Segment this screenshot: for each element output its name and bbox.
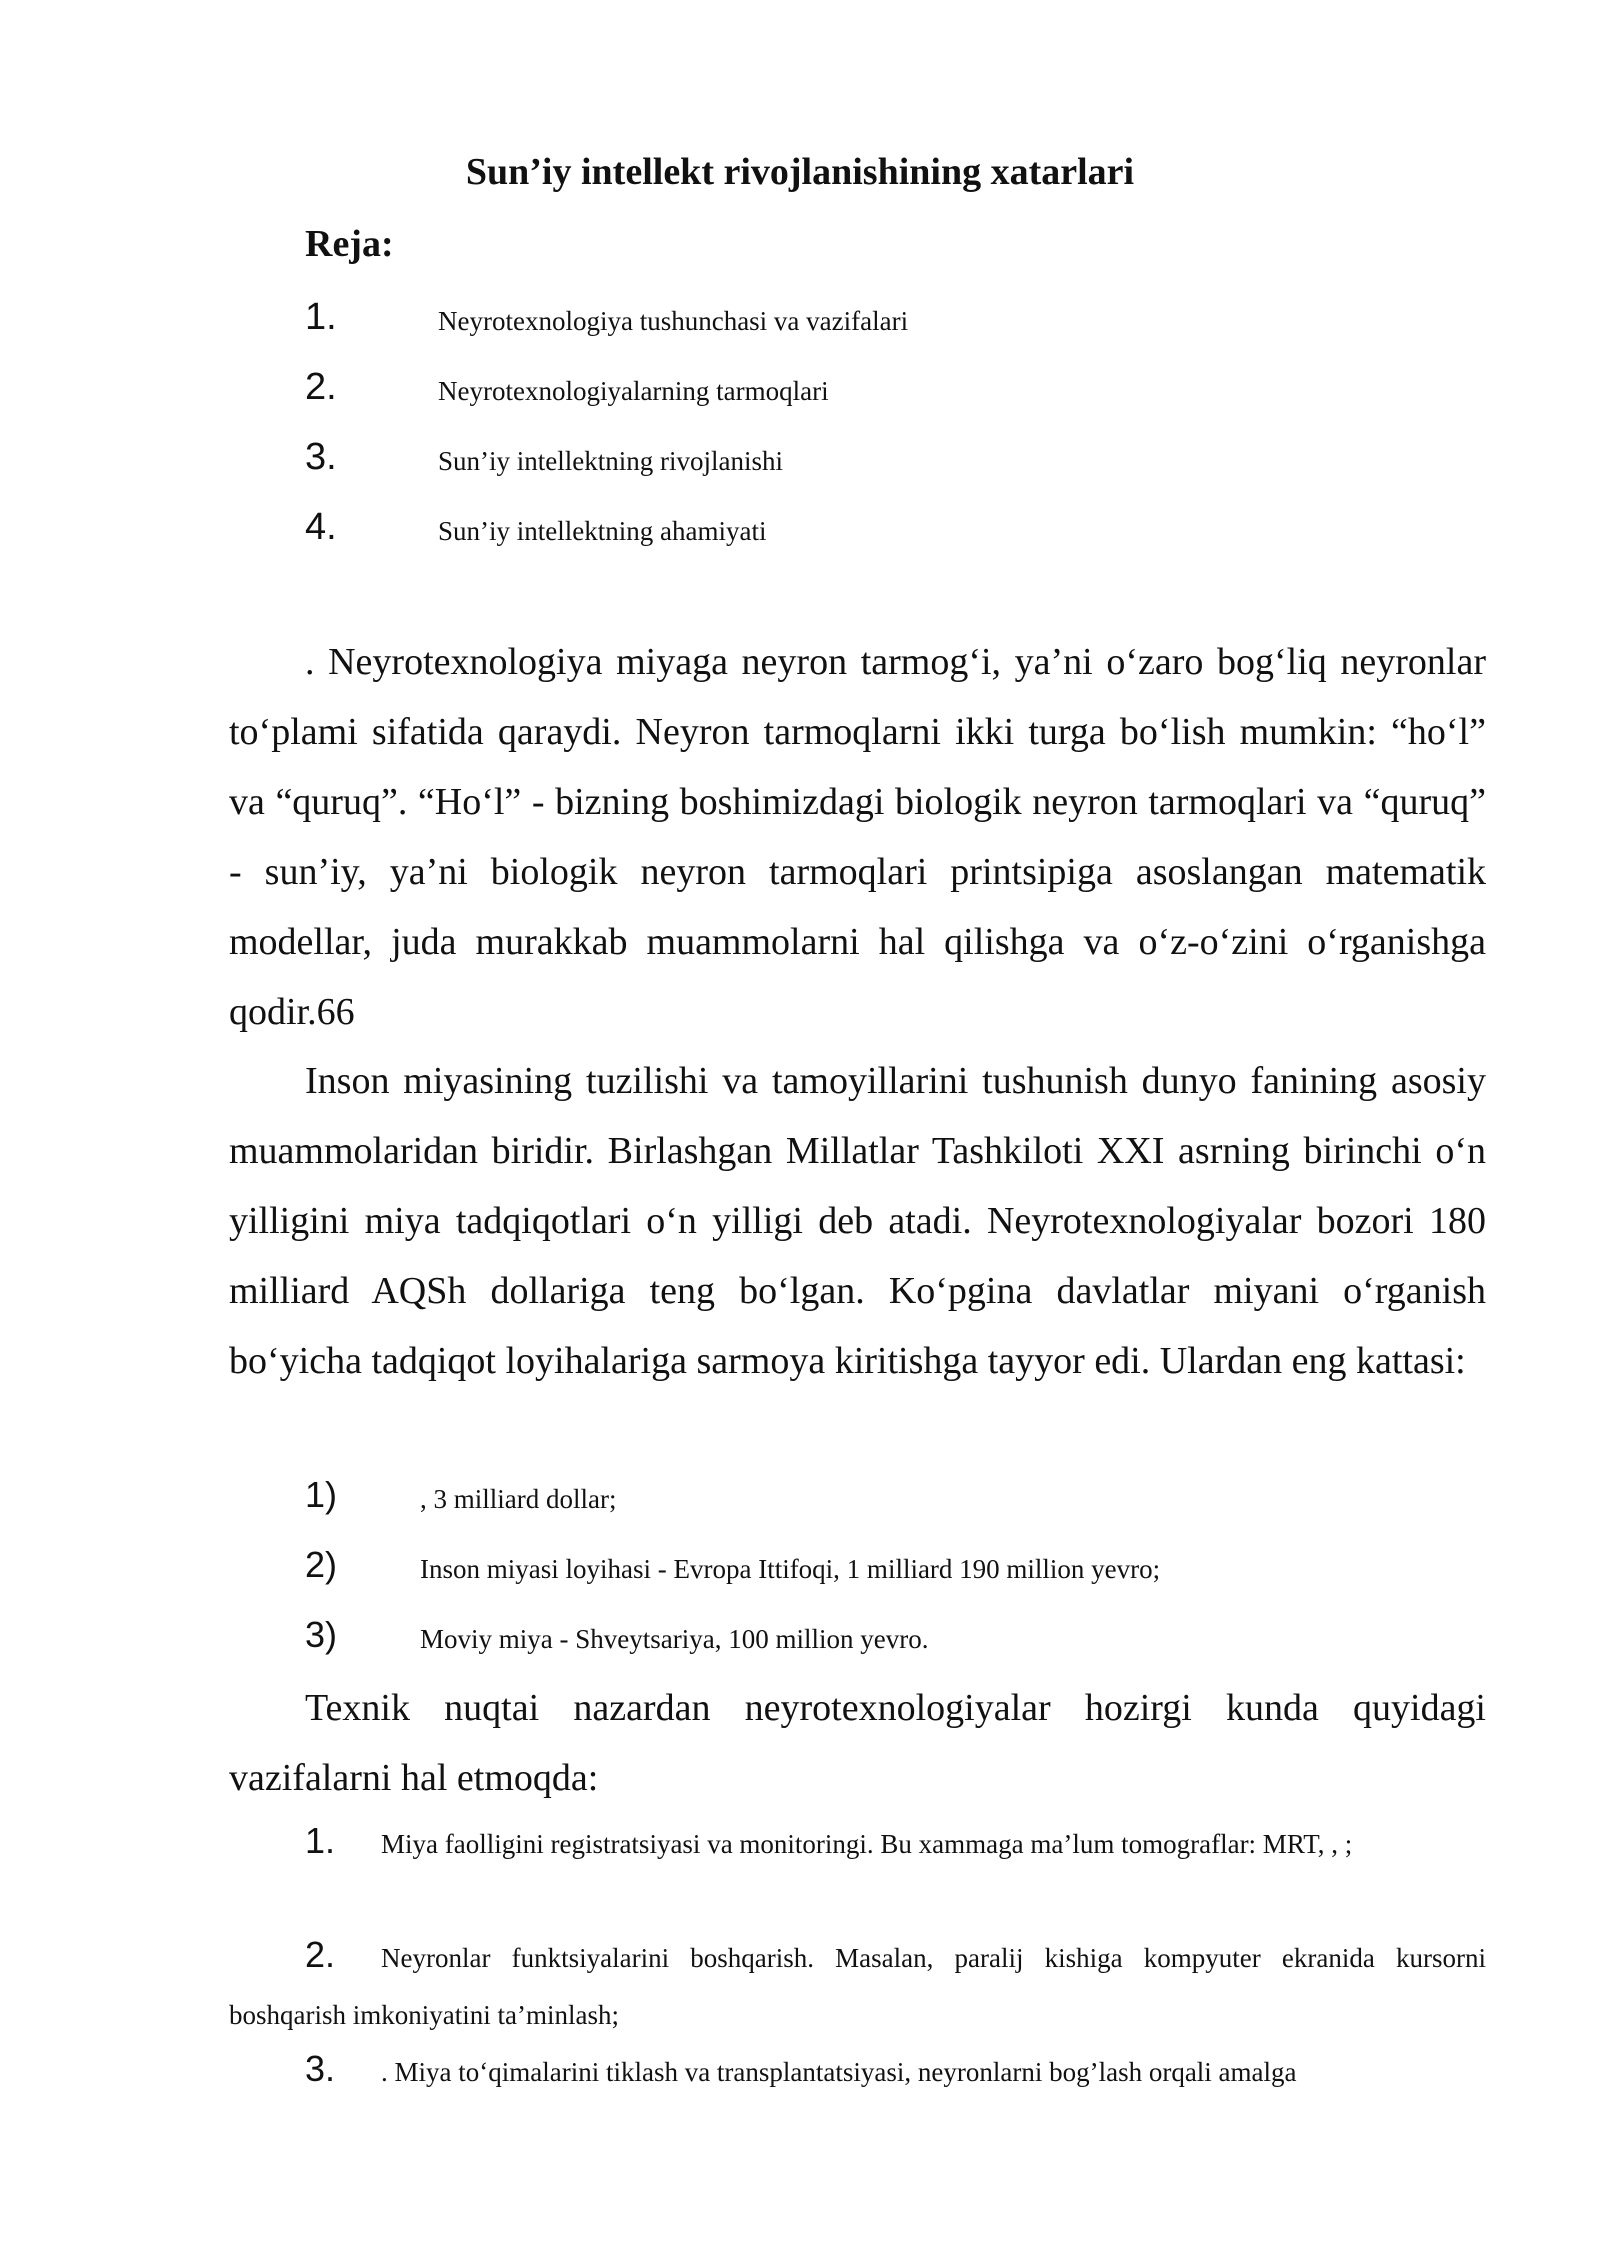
task-text: . Miya to‘qimalarini tiklash va transplantatsiyasi, neyronlarni bog’lash orqali amalga [381,2057,1297,2087]
task-list-item [229,1812,1486,1873]
task-list-item [229,1926,1486,2044]
task-list-item [229,2040,1486,2101]
plan-item-number: 1. [305,296,337,338]
project-number: 1) [305,1474,338,1515]
project-text: Moviy miya - Shveytsariya, 100 million yevro. [420,1624,929,1654]
project-number: 3) [305,1614,338,1655]
plan-item [305,366,1505,416]
paragraph-texnik-vazifalar: Texnik nuqtai nazardan neyrotexnologiyalar hozirgi kunda quyidagi vazifalarni hal etmoqda: [229,1687,1486,1799]
plan-item [305,296,1505,346]
plan-item-number: 3. [305,436,337,478]
plan-item-text: Sun’iy intellektning rivojlanishi [438,446,783,476]
task-number: 1. [305,1820,336,1861]
project-number: 2) [305,1544,338,1585]
project-text: Inson miyasi loyihasi - Evropa Ittifoqi, 1 milliard 190 million yevro; [420,1554,1161,1584]
task-text: Miya faolligini registratsiyasi va monitoringi. Bu xammaga ma’lum tomograflar: MRT, , ; [381,1829,1353,1859]
paragraph-neyrotexnologiya: . Neyrotexnologiya miyaga neyron tarmog‘i, ya’ni o‘zaro bog‘liq neyronlar to‘plami sifatida qaraydi. Neyron tarmoqlarni ikki turga bo‘lish mumkin: “ho‘l” va “quruq”. “Ho‘l” - bizning boshimizdagi biologik neyron tarmoqlari va “quruq” - sun’iy, ya’ni biologik neyron tarmoqlari printsipiga asoslangan matematik modellar, juda murakkab muammolarni hal qilishga va o‘z-o‘zini o‘rganishga qodir.66 [229,641,1486,1033]
plan-item-text: Neyrotexnologiyalarning tarmoqlari [438,376,829,406]
project-text: , 3 milliard dollar; [420,1484,617,1514]
paragraph-inson-miyasi: Inson miyasining tuzilishi va tamoyillarini tushunish dunyo fanining asosiy muammolaridan biridir. Birlashgan Millatlar Tashkiloti XXI asrning birinchi o‘n yilligini miya tadqiqotlari o‘n yilligi deb atadi. Neyrotexnologiyalar bozori 180 milliard AQSh dollariga teng bo‘lgan. Ko‘pgina davlatlar miyani o‘rganish bo‘yicha tadqiqot loyihalariga sarmoya kiritishga tayyor edi. Ulardan eng kattasi: [229,1060,1486,1382]
task-text: Neyronlar funktsiyalarini boshqarish. Masalan, paralij kishiga kompyuter ekranida kursorni boshqarish imkoniyatini ta’minlash; [229,1943,1486,2030]
plan-item-number: 4. [305,506,337,548]
plan-item-text: Sun’iy intellektning ahamiyati [438,516,767,546]
plan-item-text: Neyrotexnologiya tushunchasi va vazifalari [438,306,909,336]
task-number: 2. [305,1934,336,1975]
plan-heading: Reja: [305,223,394,265]
plan-item-number: 2. [305,366,337,408]
plan-item [305,506,1505,556]
plan-item [305,436,1505,486]
task-number: 3. [305,2048,336,2089]
document-title: Sun’iy intellekt rivojlanishining xatarlari [465,151,1135,193]
